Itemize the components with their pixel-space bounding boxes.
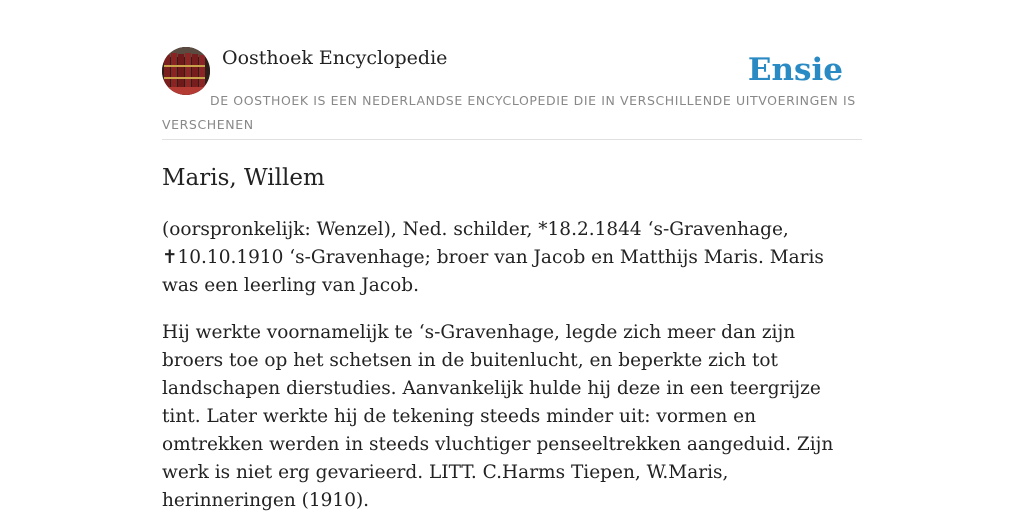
source-avatar[interactable] xyxy=(162,47,210,95)
encyclopedia-books-icon xyxy=(162,47,210,95)
article-title: Maris, Willem xyxy=(162,165,325,191)
header-divider xyxy=(162,139,862,140)
source-tagline: DE OOSTHOEK IS EEN NEDERLANDSE ENCYCLOPEDIE DIE IN VERSCHILLENDE UITVOERINGEN IS VERSCHENEN xyxy=(162,93,856,132)
article-paragraph: Hij werkte voornamelijk te ‘s-Gravenhage, legde zich meer dan zijn broers toe op het schetsen in de buitenlucht, en beperkte zich tot landschapen dierstudies. Aanvankelijk hulde hij deze in een teergrijze tint. Later werkte hij de tekening steeds minder uit: vormen en omtrekken werden in steeds vluchtiger penseeltrekken aangeduid. Zijn werk is niet erg gevarieerd. LITT. C.Harms Tiepen, W.Maris, herinneringen (1910). xyxy=(162,322,834,511)
source-title[interactable]: Oosthoek Encyclopedie xyxy=(222,47,448,69)
brand-logo[interactable]: Ensie xyxy=(747,52,843,88)
article-paragraph: (oorspronkelijk: Wenzel), Ned. schilder, *18.2.1844 ‘s-Gravenhage, ✝10.10.1910 ‘s-Gravenhage; broer van Jacob en Matthijs Maris. Maris was een leerling van Jacob. xyxy=(162,219,824,296)
